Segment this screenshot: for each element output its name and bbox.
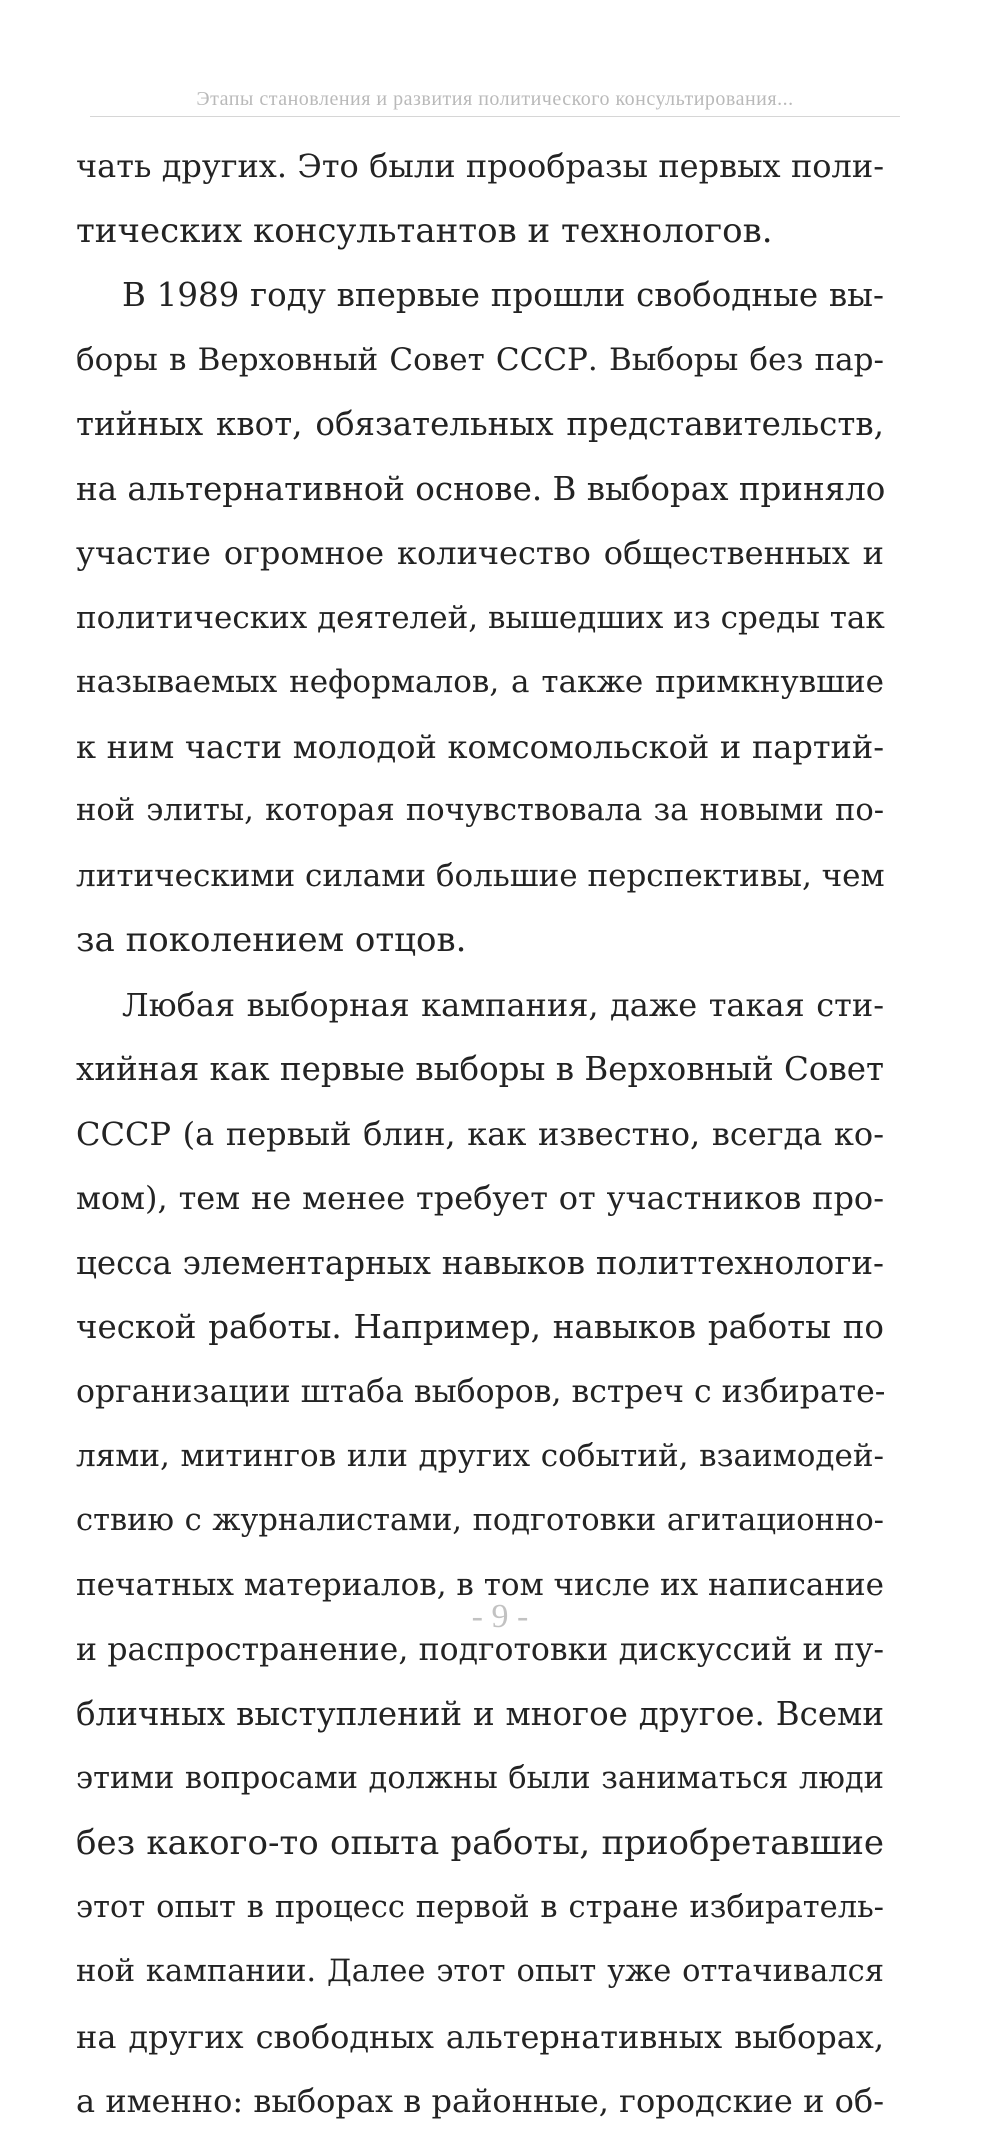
text-line: Любая выборная кампания, даже такая сти- — [122, 985, 884, 1024]
text-line: боры в Верховный Совет СССР. Выборы без пар- — [76, 341, 884, 378]
page-number: - 9 - — [471, 1598, 529, 1635]
text-line: тийных квот, обязательных представительств, — [76, 405, 884, 443]
text-line: организации штаба выборов, встреч с избирате- — [76, 1373, 886, 1410]
text-line: на альтернативной основе. В выборах приняло — [76, 469, 886, 508]
text-line: лями, митингов или других событий, взаимодей- — [76, 1438, 884, 1474]
text-line: за поколением отцов. — [76, 920, 467, 960]
text-line: ной кампании. Далее этот опыт уже оттачивался — [76, 1954, 884, 1989]
text-line: а именно: выборах в районные, городские и об- — [76, 2082, 884, 2120]
text-line: называемых неформалов, а также примкнувшие — [76, 664, 884, 700]
text-line: этот опыт в процесс первой в стране избиратель- — [76, 1889, 884, 1925]
text-line: цесса элементарных навыков политтехнологи- — [76, 1243, 884, 1282]
text-line: мом), тем не менее требует от участников про- — [76, 1179, 884, 1217]
body-text — [76, 134, 884, 2134]
text-line: к ним части молодой комсомольской и партий- — [76, 727, 884, 766]
text-line: без какого-то опыта работы, приобретавшие — [76, 1823, 884, 1863]
text-line: печатных материалов, в том числе их написание — [76, 1567, 884, 1603]
text-line: чать других. Это были прообразы первых поли- — [76, 147, 884, 185]
text-line: тических консультантов и технологов. — [76, 210, 773, 251]
text-line: В 1989 году впервые прошли свободные вы- — [122, 276, 884, 314]
text-line: литическими силами большие перспективы, чем — [76, 857, 885, 894]
text-line: бличных выступлений и многое другое. Всеми — [76, 1695, 884, 1733]
text-line: на других свободных альтернативных выборах, — [76, 2017, 884, 2056]
text-line: СССР (а первый блин, как известно, всегда ко- — [76, 1114, 884, 1153]
running-head: Этапы становления и развития политического консультирования... — [196, 88, 794, 110]
text-line: и распространение, подготовки дискуссий и пу- — [76, 1631, 884, 1668]
text-line: ствию с журналистами, подготовки агитационно- — [76, 1502, 884, 1538]
text-line: хийная как первые выборы в Верховный Совет — [76, 1050, 884, 1088]
text-line: ческой работы. Например, навыков работы по — [76, 1308, 884, 1346]
text-line: ной элиты, которая почувствовала за новыми по- — [76, 793, 884, 828]
text-line: политических деятелей, вышедших из среды так — [76, 599, 885, 636]
header-rule — [90, 116, 900, 117]
text-line: этими вопросами должны были заниматься люди — [76, 1760, 884, 1796]
text-line: участие огромное количество общественных и — [76, 534, 884, 572]
